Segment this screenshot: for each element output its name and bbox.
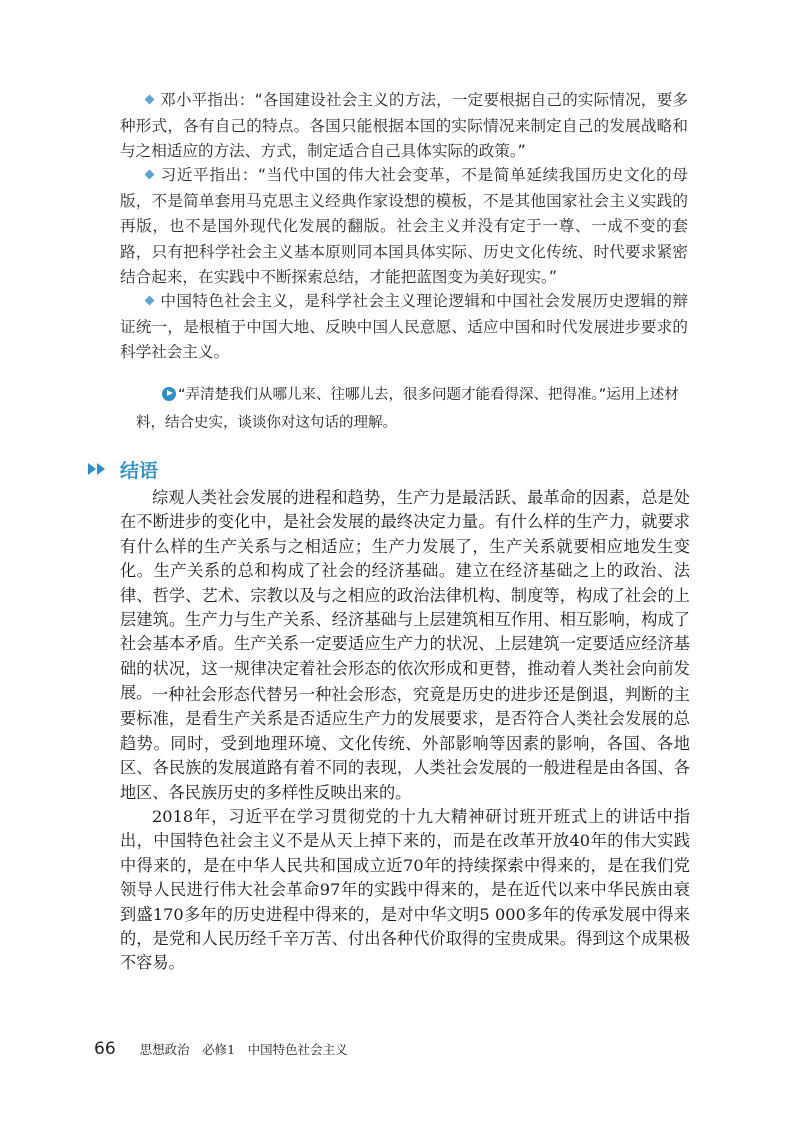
quote-deng-xiaoping: [120, 88, 688, 165]
body-paragraph-3: 2018年，习近平在学习贯彻党的十九大精神研讨班开班式上的讲话中指出，中国特色社会主义不是从天上掉下来的，而是在改革开放40年的伟大实践中得来的，是在中华人民共和国成立近70年的持续探索中得来的，是在我们党领导人民进行伟大社会革命97年的实践中得来的，是在近代以来中华民族由衰到盛170多年的历史进程中得来的，是对中华文明5 000多年的传承发展中得来的，是党和人民历经千辛万苦、付出各种代价取得的宝贵成果。得到这个成果极不容易。: [120, 807, 690, 973]
quote-xi-jinping: [120, 163, 688, 291]
page-footer: [94, 1039, 348, 1059]
diamond-bullet-icon: [145, 296, 155, 306]
diamond-bullet-icon: [145, 95, 155, 105]
question-text: “弄清楚我们从哪儿来、往哪儿去，很多问题才能看得深、把得准。”运用上述材料，结合史实，谈谈你对这句话的理解。: [136, 387, 679, 431]
diamond-bullet-icon: [145, 170, 155, 180]
play-circle-icon: [162, 387, 176, 401]
quote-text: 习近平指出：“当代中国的伟大社会变革，不是简单延续我国历史文化的母版，不是简单套用马克思主义经典作家设想的模板，不是其他国家社会主义实践的再版，也不是国外现代化发展的翻版。社会主义并没有定于一尊、一成不变的套路，只有把科学社会主义基本原则同本国具体实际、历史文化传统、时代要求紧密结合起来，在实践中不断探索总结，才能把蓝图变为美好现实。”: [120, 166, 688, 286]
body-paragraph-2: 一种社会形态代替另一种社会形态，究竟是历史的进步还是倒退，判断的主要标准，是看生产关系是否适应生产力的发展要求，是否符合人类社会发展的总趋势。同时，受到地理环境、文化传统、外部影响等因素的影响，各国、各地区、各民族的发展道路有着不同的表现，人类社会发展的一般进程是由各国、各地区、各民族历史的多样性反映出来的。: [120, 685, 690, 802]
quote-socialism-summary: [120, 289, 688, 366]
body-paragraph-1: 综观人类社会发展的进程和趋势，生产力是最活跃、最革命的因素，总是处在不断进步的变化中，是社会发展的最终决定力量。有什么样的生产力，就要求有什么样的生产关系与之相适应；生产力发展了，生产关系就要相应地发生变化。生产关系的总和构成了社会的经济基础。建立在经济基础之上的政治、法律、哲学、艺术、宗教以及与之相应的政治法律机构、制度等，构成了社会的上层建筑。生产力与生产关系、经济基础与上层建筑相互作用、相互影响，构成了社会基本矛盾。生产关系一定要适应生产力的状况、上层建筑一定要适应经济基础的状况，这一规律决定着社会形态的依次形成和更替，推动着人类社会向前发展。: [120, 488, 690, 703]
footer-book-title: 思想政治 必修1 中国特色社会主义: [139, 1042, 348, 1057]
quote-text: 邓小平指出：“各国建设社会主义的方法，一定要根据自己的实际情况，要多种形式，各有自己的特点。各国只能根据本国的实际情况来制定自己的发展战略和与之相适应的方法、方式，制定适合自己具体实际的政策。”: [120, 91, 688, 160]
section-title: 结语: [120, 459, 159, 482]
discussion-question: [136, 381, 686, 437]
section-heading: [88, 455, 158, 483]
page-number: 66: [94, 1039, 116, 1059]
quote-text: 中国特色社会主义，是科学社会主义理论逻辑和中国社会发展历史逻辑的辩证统一，是根植于中国大地、反映中国人民意愿、适应中国和时代发展进步要求的科学社会主义。: [120, 292, 688, 361]
double-arrow-icon: [88, 463, 106, 475]
